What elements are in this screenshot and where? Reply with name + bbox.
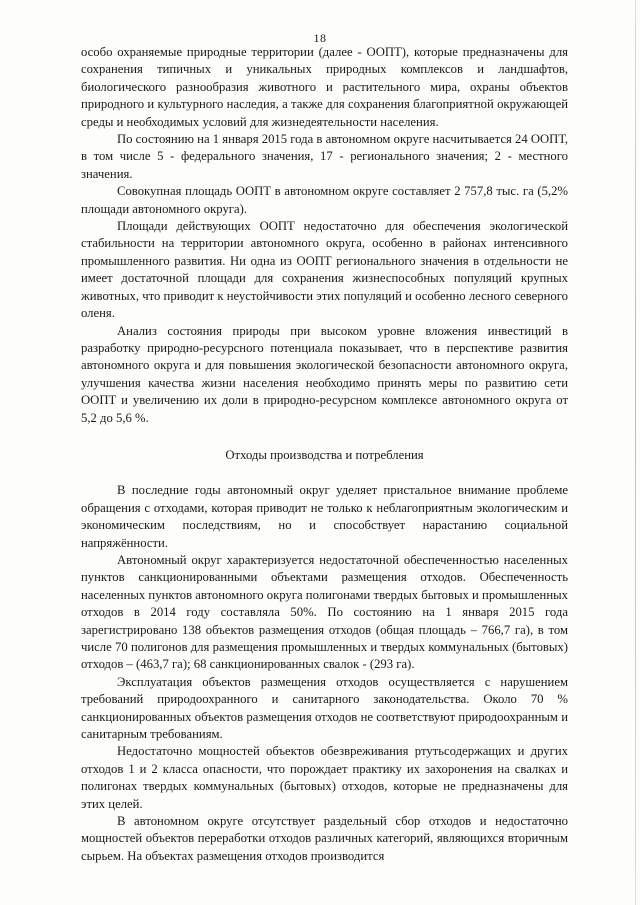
document-body — [81, 44, 568, 865]
scan-edge-line — [635, 0, 636, 905]
paragraph: Недостаточно мощностей объектов обезвреживания ртутьсодержащих и других отходов 1 и 2 класса опасности, что порождает практику их захоронения на свалках и полигонах твердых коммунальных (бытовых) отходов, которые не предназначены для этих целей. — [81, 744, 568, 811]
paragraph: В автономном округе отсутствует раздельный сбор отходов и недостаточно мощностей объектов переработки отходов различных категорий, являющихся вторичным сырьем. На объектах размещения отходов производится — [81, 814, 568, 863]
section-heading: Отходы производства и потребления — [225, 447, 424, 462]
page-number: 18 — [313, 31, 327, 45]
paragraph: В последние годы автономный округ уделяет пристальное внимание проблеме обращения с отходами, которая приводит не только к неблагоприятным экологическим и экономическим последствиям, но и способствует нарастанию социальной напряжённости. — [81, 483, 568, 550]
paragraph: Совокупная площадь ООПТ в автономном округе составляет 2 757,8 тыс. га (5,2% площади автономного округа). — [81, 184, 568, 216]
paragraph: Анализ состояния природы при высоком уровне вложения инвестиций в разработку природно-ресурсного потенциала показывает, что в перспективе развития автономного округа и для повышения экологической безопасности автономного округа, улучшения качества жизни населения необходимо принять меры по развитию сети ООПТ и увеличению их доли в природно-ресурсном комплексе автономного округа от 5,2 до 5,6 %. — [81, 323, 568, 425]
paragraph: Автономный округ характеризуется недостаточной обеспеченностью населенных пунктов санкционированными объектами размещения отходов. Обеспеченность населенных пунктов автономного округа полигонами твердых бытовых и промышленных отходов в 2014 году составляла 50%. По состоянию на 1 января 2015 года зарегистрировано 138 объектов размещения отходов (общая площадь – 766,7 га), в том числе 70 полигонов для размещения промышленных и твердых коммунальных (бытовых) отходов – (463,7 га); 68 санкционированных свалок - (293 га). — [81, 552, 568, 672]
paragraph: особо охраняемые природные территории (далее - ООПТ), которые предназначены для сохранения типичных и уникальных природных комплексов и ландшафтов, биологического разнообразия животного и растительного мира, охраны объектов природного и культурного наследия, а также для сохранения благоприятной окружающей среды и необходимых условий для жизнедеятельности населения. — [81, 45, 568, 129]
paragraph: Площади действующих ООПТ недостаточно для обеспечения экологической стабильности на территории автономного округа, особенно в районах интенсивного промышленного развития. Ни одна из ООПТ регионального значения в отдельности не имеет достаточной площади для сохранения жизнеспособных популяций крупных животных, что приводит к неустойчивости этих популяций и особенно лесного северного оленя. — [81, 219, 568, 321]
paragraph: Эксплуатация объектов размещения отходов осуществляется с нарушением требований природоохранного и санитарного законодательства. Около 70 % санкционированных объектов размещения отходов не соответствуют природоохранным и санитарным требованиям. — [81, 674, 568, 742]
paragraph: По состоянию на 1 января 2015 года в автономном округе насчитывается 24 ООПТ, в том числе 5 - федерального значения, 17 - регионального значения; 2 - местного значения. — [81, 132, 568, 181]
